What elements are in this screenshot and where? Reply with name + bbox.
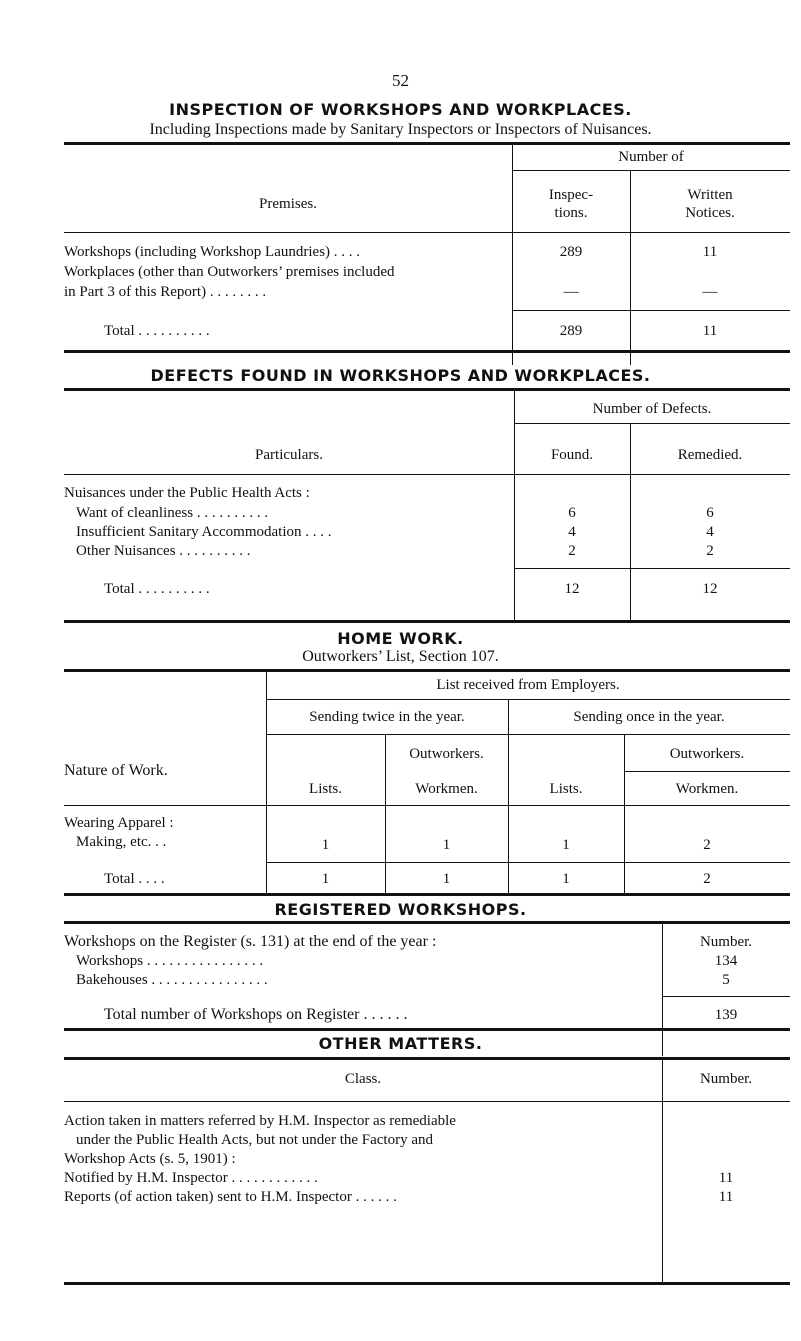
work-total-value: 2 [703, 871, 711, 887]
other-number-header: Number. [699, 1071, 753, 1087]
other-text-line: under the Public Health Acts, but not under the Factory and [76, 1132, 434, 1148]
defect-found-value: 2 [568, 543, 576, 559]
other-title: OTHER MATTERS. [318, 1034, 483, 1053]
nature-header: Nature of Work. [64, 762, 168, 779]
work-row-value: 2 [703, 837, 711, 853]
registered-row-value: 5 [722, 972, 730, 988]
registered-number-header: Number. [699, 934, 753, 950]
written-notices-header: Written Notices. [685, 187, 735, 221]
registered-row-label: Workshops . . . . . . . . . . . . . . . . [76, 953, 264, 969]
defect-row-label: Insufficient Sanitary Accommodation . . . . [76, 524, 332, 540]
registered-total-label: Total number of Workshops on Register . . . . . . [104, 1006, 408, 1023]
other-row-label: Reports (of action taken) sent to H.M. Inspector . . . . . . [64, 1189, 397, 1205]
notices-row-value: — [702, 284, 718, 300]
inspection-row-label: in Part 3 of this Report) . . . . . . . . [64, 284, 267, 300]
registered-title: REGISTERED WORKSHOPS. [274, 900, 527, 919]
work-row-value: 1 [562, 837, 570, 853]
class-header: Class. [344, 1071, 382, 1087]
inspection-row-label: Workplaces (other than Outworkers’ premises included [64, 264, 395, 280]
defect-remedied-value: 4 [706, 524, 714, 540]
work-total-value: 1 [562, 871, 570, 887]
inspection-subtitle: Including Inspections made by Sanitary Inspectors or Inspectors of Nuisances. [149, 121, 652, 138]
notices-total-value: 11 [702, 323, 718, 339]
registered-total-value: 139 [714, 1007, 738, 1023]
workmen-header: Workmen. [415, 781, 478, 797]
work-row-value: 1 [442, 837, 451, 853]
lists-header: Lists. [309, 781, 342, 797]
workmen-header: Workmen. [675, 781, 739, 797]
defect-remedied-value: 2 [706, 543, 714, 559]
work-row-label: Making, etc. . . [76, 834, 167, 850]
work-total-value: 1 [442, 871, 451, 887]
home-work-subtitle: Outworkers’ List, Section 107. [302, 648, 499, 665]
defects-total-label: Total . . . . . . . . . . [104, 581, 210, 597]
lists-header: Lists. [549, 781, 583, 797]
inspection-total-label: Total . . . . . . . . . . [104, 323, 210, 339]
other-row-label: Notified by H.M. Inspector . . . . . . . . . . . . [64, 1170, 318, 1186]
work-total-label: Total . . . . [104, 871, 165, 887]
inspection-total-value: 289 [559, 323, 583, 339]
defect-found-value: 4 [568, 524, 576, 540]
inspection-title: INSPECTION OF WORKSHOPS AND WORKPLACES. [169, 100, 632, 119]
defect-remedied-value: 6 [706, 505, 714, 521]
notices-row-value: 11 [702, 244, 718, 260]
found-header: Found. [550, 447, 594, 463]
work-total-value: 1 [321, 871, 330, 887]
remedied-header: Remedied. [677, 447, 743, 463]
particulars-header: Particulars. [255, 447, 323, 463]
page-number: 52 [392, 71, 409, 90]
premises-header: Premises. [259, 196, 317, 212]
other-row-value: 11 [718, 1189, 734, 1205]
other-row-value: 11 [718, 1170, 734, 1186]
inspection-row-value: 289 [559, 244, 583, 260]
work-row-label: Wearing Apparel : [64, 815, 174, 831]
registered-row-label: Bakehouses . . . . . . . . . . . . . . . . [76, 972, 268, 988]
defect-row-label: Other Nuisances . . . . . . . . . . [76, 543, 251, 559]
inspection-row-label: Workshops (including Workshop Laundries) . . . . [64, 244, 361, 260]
inspections-header: Inspec- tions. [548, 187, 594, 221]
defects-total-found: 12 [564, 581, 580, 597]
defect-found-value: 6 [568, 505, 576, 521]
other-text-line: Workshop Acts (s. 5, 1901) : [64, 1151, 236, 1167]
list-received-header: List received from Employers. [436, 677, 620, 693]
other-text-line: Action taken in matters referred by H.M. Inspector as remediable [64, 1113, 456, 1129]
work-row-value: 1 [321, 837, 330, 853]
defects-title: DEFECTS FOUND IN WORKSHOPS AND WORKPLACES. [150, 366, 651, 385]
inspection-row-value: — [563, 284, 579, 300]
outworkers-header: Outworkers. [669, 746, 745, 762]
registered-intro: Workshops on the Register (s. 131) at the end of the year : [64, 933, 437, 950]
sending-twice-header: Sending twice in the year. [309, 709, 465, 725]
home-work-title: HOME WORK. [337, 629, 464, 648]
defect-row-label: Want of cleanliness . . . . . . . . . . [76, 505, 269, 521]
defects-group-label: Nuisances under the Public Health Acts : [64, 485, 310, 501]
defects-total-remedied: 12 [702, 581, 718, 597]
number-of-header: Number of [618, 149, 684, 165]
registered-row-value: 134 [714, 953, 738, 969]
outworkers-header: Outworkers. [409, 746, 484, 762]
number-of-defects-header: Number of Defects. [592, 401, 712, 417]
sending-once-header: Sending once in the year. [573, 709, 725, 725]
